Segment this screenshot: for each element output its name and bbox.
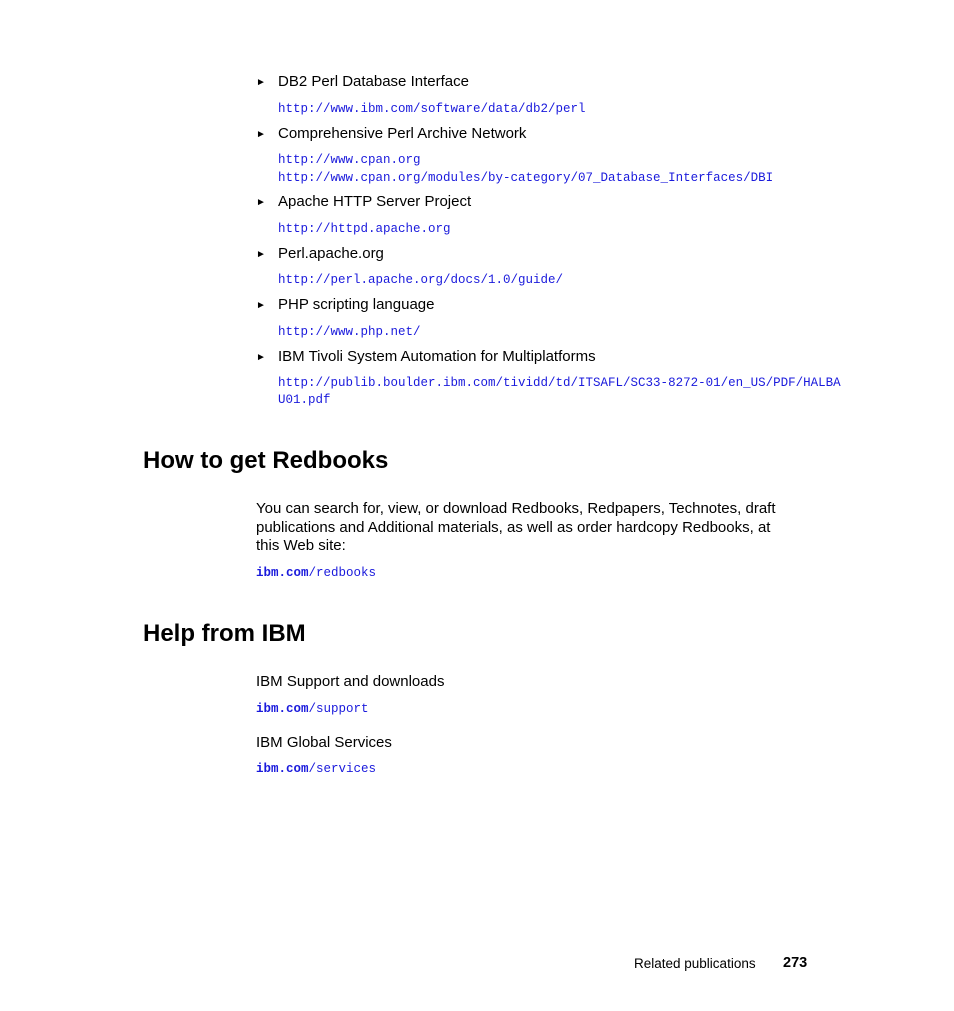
- link-path: /services: [308, 762, 377, 776]
- resource-link[interactable]: http://perl.apache.org/docs/1.0/guide/: [278, 273, 564, 287]
- resource-title: Comprehensive Perl Archive Network: [278, 125, 527, 142]
- resource-link[interactable]: http://www.php.net/: [278, 325, 421, 339]
- resource-link[interactable]: http://httpd.apache.org: [278, 222, 451, 236]
- paragraph-line: this Web site:: [256, 537, 346, 554]
- bullet-arrow-icon: ►: [256, 197, 266, 208]
- resource-link-continued[interactable]: U01.pdf: [278, 393, 331, 407]
- footer-section-title: Related publications: [634, 956, 756, 971]
- help-item-label: IBM Global Services: [256, 734, 392, 751]
- resource-link[interactable]: http://publib.boulder.ibm.com/tividd/td/ITSAFL/SC33-8272-01/en_US/PDF/HALBA: [278, 376, 841, 390]
- link-domain: ibm.com: [256, 762, 309, 776]
- bullet-arrow-icon: ►: [256, 300, 266, 311]
- redbooks-link[interactable]: [256, 565, 376, 582]
- section-heading-help-from-ibm: Help from IBM: [143, 620, 306, 647]
- bullet-arrow-icon: ►: [256, 249, 266, 260]
- bullet-arrow-icon: ►: [256, 77, 266, 88]
- resource-link[interactable]: http://www.cpan.org: [278, 153, 421, 167]
- link-domain: ibm.com: [256, 566, 309, 580]
- services-link[interactable]: [256, 761, 376, 778]
- resource-title: DB2 Perl Database Interface: [278, 73, 469, 90]
- resource-title: Apache HTTP Server Project: [278, 193, 472, 210]
- bullet-arrow-icon: ►: [256, 129, 266, 140]
- link-path: /support: [308, 702, 369, 716]
- resource-title: IBM Tivoli System Automation for Multiplatforms: [278, 348, 596, 365]
- section-heading-how-to-get-redbooks: How to get Redbooks: [143, 447, 389, 474]
- resource-title: PHP scripting language: [278, 296, 435, 313]
- paragraph-line: You can search for, view, or download Redbooks, Redpapers, Technotes, draft: [256, 500, 776, 517]
- support-link[interactable]: [256, 701, 369, 718]
- link-domain: ibm.com: [256, 702, 309, 716]
- bullet-arrow-icon: ►: [256, 352, 266, 363]
- paragraph-line: publications and Additional materials, as well as order hardcopy Redbooks, at: [256, 518, 771, 536]
- resource-link[interactable]: http://www.cpan.org/modules/by-category/07_Database_Interfaces/DBI: [278, 171, 774, 185]
- resource-link[interactable]: http://www.ibm.com/software/data/db2/perl: [278, 102, 586, 116]
- help-item-label: IBM Support and downloads: [256, 673, 445, 690]
- link-path: /redbooks: [308, 566, 377, 580]
- page-number: 273: [783, 955, 808, 971]
- resource-title: Perl.apache.org: [278, 245, 384, 262]
